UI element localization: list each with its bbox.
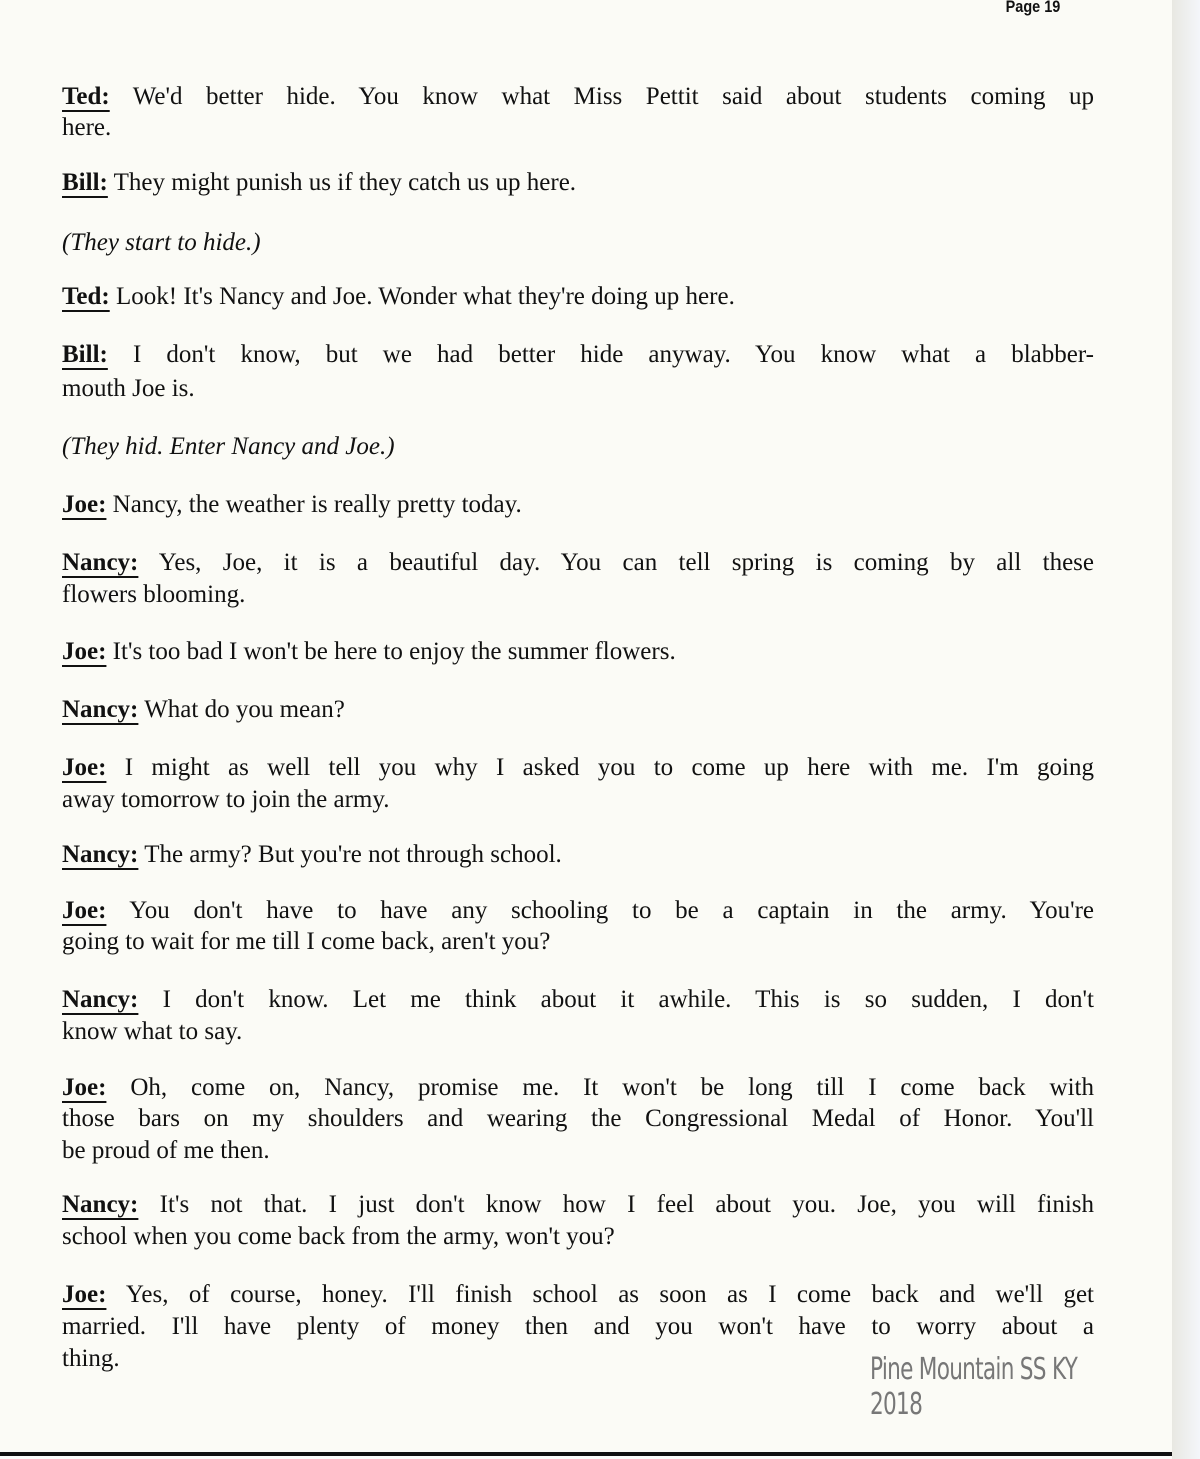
line-text: The army? But you're not through school. [138,841,562,868]
dialogue-line [62,490,1094,520]
dialogue-line [62,1280,1094,1310]
speaker-name: Ted: [62,83,110,110]
line-text: be proud of me then. [62,1137,270,1164]
dialogue-line [62,282,1094,312]
line-text: Look! It's Nancy and Joe. Wonder what they're doing up here. [109,283,735,310]
line-text: I don't know. Let me think about it awhile. This is so sudden, I don't [138,986,1094,1013]
speaker-name: Joe: [62,897,107,924]
line-text: We'd better hide. You know what Miss Pettit said about students coming up [109,83,1094,110]
dialogue-line [62,695,1094,725]
dialogue-line [62,82,1094,112]
dialogue-line [62,896,1094,926]
line-text: Oh, come on, Nancy, promise me. It won't be long till I come back with [106,1074,1094,1101]
speaker-name: Joe: [62,638,107,665]
stage-direction-line [62,432,1094,462]
dialogue-line [62,637,1094,667]
speaker-name: Ted: [62,283,110,310]
dialogue-line [62,580,1094,610]
line-text: school when you come back from the army, won't you? [62,1223,615,1250]
speaker-name: Joe: [62,491,107,518]
dialogue-line [62,1073,1094,1103]
line-text: going to wait for me till I come back, aren't you? [62,928,551,955]
speaker-name: Joe: [62,754,107,781]
speaker-name: Joe: [62,1281,107,1308]
line-text: thing. [62,1345,120,1372]
speaker-name: Nancy: [62,841,139,868]
speaker-name: Bill: [62,169,108,196]
line-text: I don't know, but we had better hide anyway. You know what a blabber- [107,341,1094,368]
line-text: know what to say. [62,1018,243,1045]
dialogue-line [62,548,1094,578]
line-text: married. I'll have plenty of money then and you won't have to worry about a [62,1313,1094,1340]
dialogue-line [62,340,1094,370]
line-text: I might as well tell you why I asked you to come up here with me. I'm going [106,754,1094,781]
page-edge [1172,0,1200,1459]
dialogue-line [62,1222,1094,1252]
line-text: flowers blooming. [62,581,246,608]
speaker-name: Nancy: [62,1191,139,1218]
line-text: here. [62,114,112,141]
dialogue-line [62,1104,1094,1134]
speaker-name: Nancy: [62,986,139,1013]
dialogue-line [62,840,1094,870]
line-text: You don't have to have any schooling to be a captain in the army. You're [106,897,1094,924]
page-number: Page 19 [1005,0,1060,16]
dialogue-line [62,985,1094,1015]
line-text: It's too bad I won't be here to enjoy the summer flowers. [106,638,676,665]
dialogue-line [62,1136,1094,1166]
line-text: away tomorrow to join the army. [62,786,390,813]
dialogue-line [62,1017,1094,1047]
stage-direction-line [62,228,1094,258]
dialogue-line [62,113,1094,143]
line-text: Yes, Joe, it is a beautiful day. You can tell spring is coming by all these [138,549,1094,576]
dialogue-line [62,374,1094,404]
line-text: (They hid. Enter Nancy and Joe.) [62,433,395,460]
speaker-name: Nancy: [62,549,139,576]
dialogue-line [62,1312,1094,1342]
dialogue-line [62,1190,1094,1220]
speaker-name: Joe: [62,1074,107,1101]
line-text: It's not that. I just don't know how I feel about you. Joe, you will finish [138,1191,1094,1218]
line-text: Nancy, the weather is really pretty today. [106,491,522,518]
line-text: those bars on my shoulders and wearing the Congressional Medal of Honor. You'll [62,1105,1094,1132]
dialogue-line [62,753,1094,783]
watermark: Pine Mountain SS KY 2018 [870,1352,1078,1422]
dialogue-line [62,168,1094,198]
dialogue-line [62,927,1094,957]
line-text: mouth Joe is. [62,375,195,402]
speaker-name: Bill: [62,341,108,368]
speaker-name: Nancy: [62,696,139,723]
line-text: What do you mean? [138,696,345,723]
dialogue-line [62,785,1094,815]
line-text: They might punish us if they catch us up here. [107,169,577,196]
line-text: Yes, of course, honey. I'll finish school as soon as I come back and we'll get [106,1281,1094,1308]
line-text: (They start to hide.) [62,229,261,256]
